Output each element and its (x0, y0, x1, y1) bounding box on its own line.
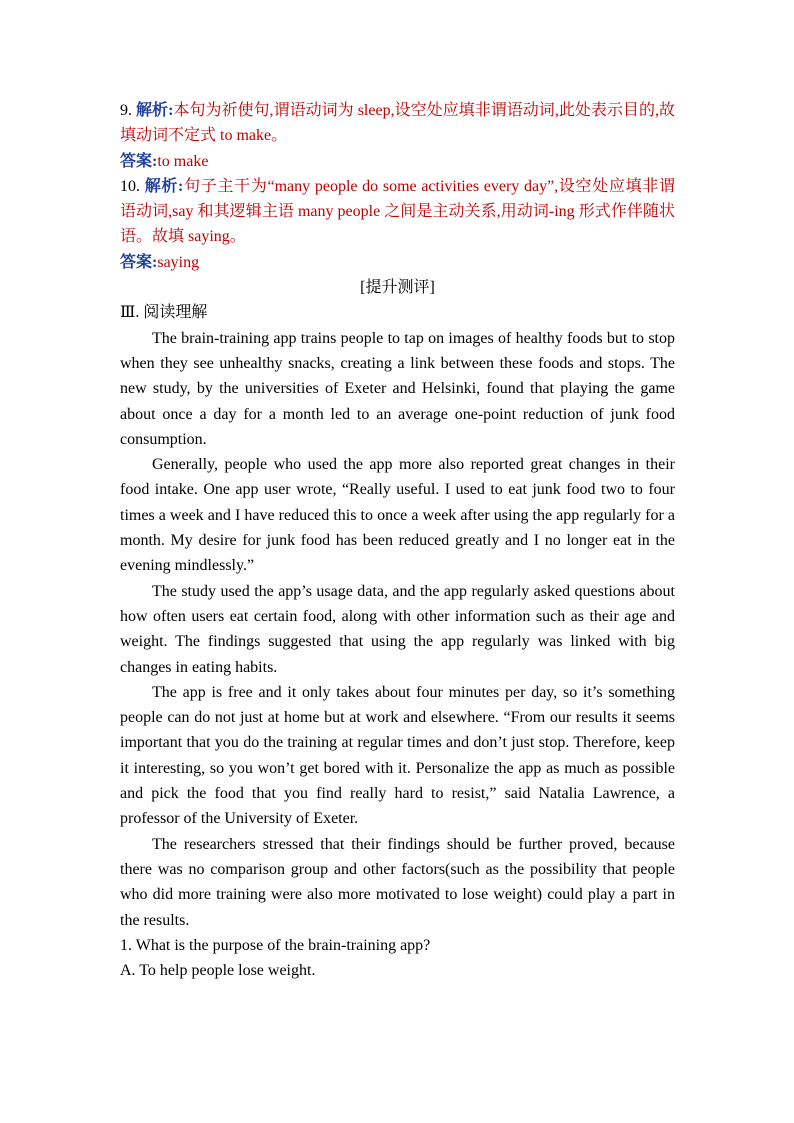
analysis-label: 解析: (144, 177, 184, 195)
item-number: 10. (120, 177, 140, 195)
section-heading: [提升测评] (360, 279, 435, 297)
answer-label: 答案: (120, 152, 158, 170)
reading-paragraph: The study used the app’s usage data, and the app regularly asked questions about how often users eat certain food, along with other information such as their age and weight. The findings suggested that using the app regularly was linked with big changes in eating habits. (120, 582, 675, 676)
item-9-answer (120, 149, 675, 174)
item-10-answer (120, 250, 675, 275)
reading-paragraph: Generally, people who used the app more also reported great changes in their food intake. One app user wrote, “Really useful. I used to eat junk food two to four times a week and I have reduced this to once a week after using the app regularly for a month. My desire for junk food has been reduced greatly and I no longer eat in the evening mindlessly.” (120, 456, 675, 575)
section-title: Ⅲ. 阅读理解 (120, 304, 208, 322)
reading-paragraph: The researchers stressed that their findings should be further proved, because there was no comparison group and other factors(such as the possibility that people who did more training were also more motivated to lose weight) could play a part in the results. (120, 835, 675, 929)
answer-text: saying (157, 253, 200, 271)
reading-paragraph: The app is free and it only takes about four minutes per day, so it’s something people can do not just at home but at work and elsewhere. “From our results it seems important that you do the training at regular times and don’t just stop. Therefore, keep it interesting, so you won’t get bored with it. Personalize the app as much as possible and pick the food that you find really hard to resist,” said Natalia Lawrence, a professor of the University of Exeter. (120, 683, 675, 828)
item-10-analysis (120, 174, 675, 250)
question-option-a: A. To help people lose weight. (120, 962, 316, 980)
answer-text: to make (157, 152, 209, 170)
answer-label: 答案: (120, 253, 158, 271)
analysis-label: 解析: (136, 102, 174, 119)
document-page (120, 98, 675, 983)
item-9-analysis (120, 98, 675, 149)
analysis-text: 本句为祈使句,谓语动词为 sleep,设空处应填非谓语动词,此处表示目的,故填动词不定式 to make。 (120, 102, 675, 145)
question-text: 1. What is the purpose of the brain-training app? (120, 936, 431, 954)
analysis-text: 句子主干为“many people do some activities every day”,设空处应填非谓语动词,say 和其逻辑主语 many people 之间是主动关系,用动词-ing 形式作伴随状语。故填 saying。 (120, 177, 675, 246)
item-number: 9. (120, 102, 132, 119)
reading-paragraph: The brain-training app trains people to tap on images of healthy foods but to stop when they see unhealthy snacks, creating a link between these foods and stops. The new study, by the universities of Exeter and Helsinki, found that playing the game about once a day for a month led to an average one-point reduction of junk food consumption. (120, 329, 675, 448)
